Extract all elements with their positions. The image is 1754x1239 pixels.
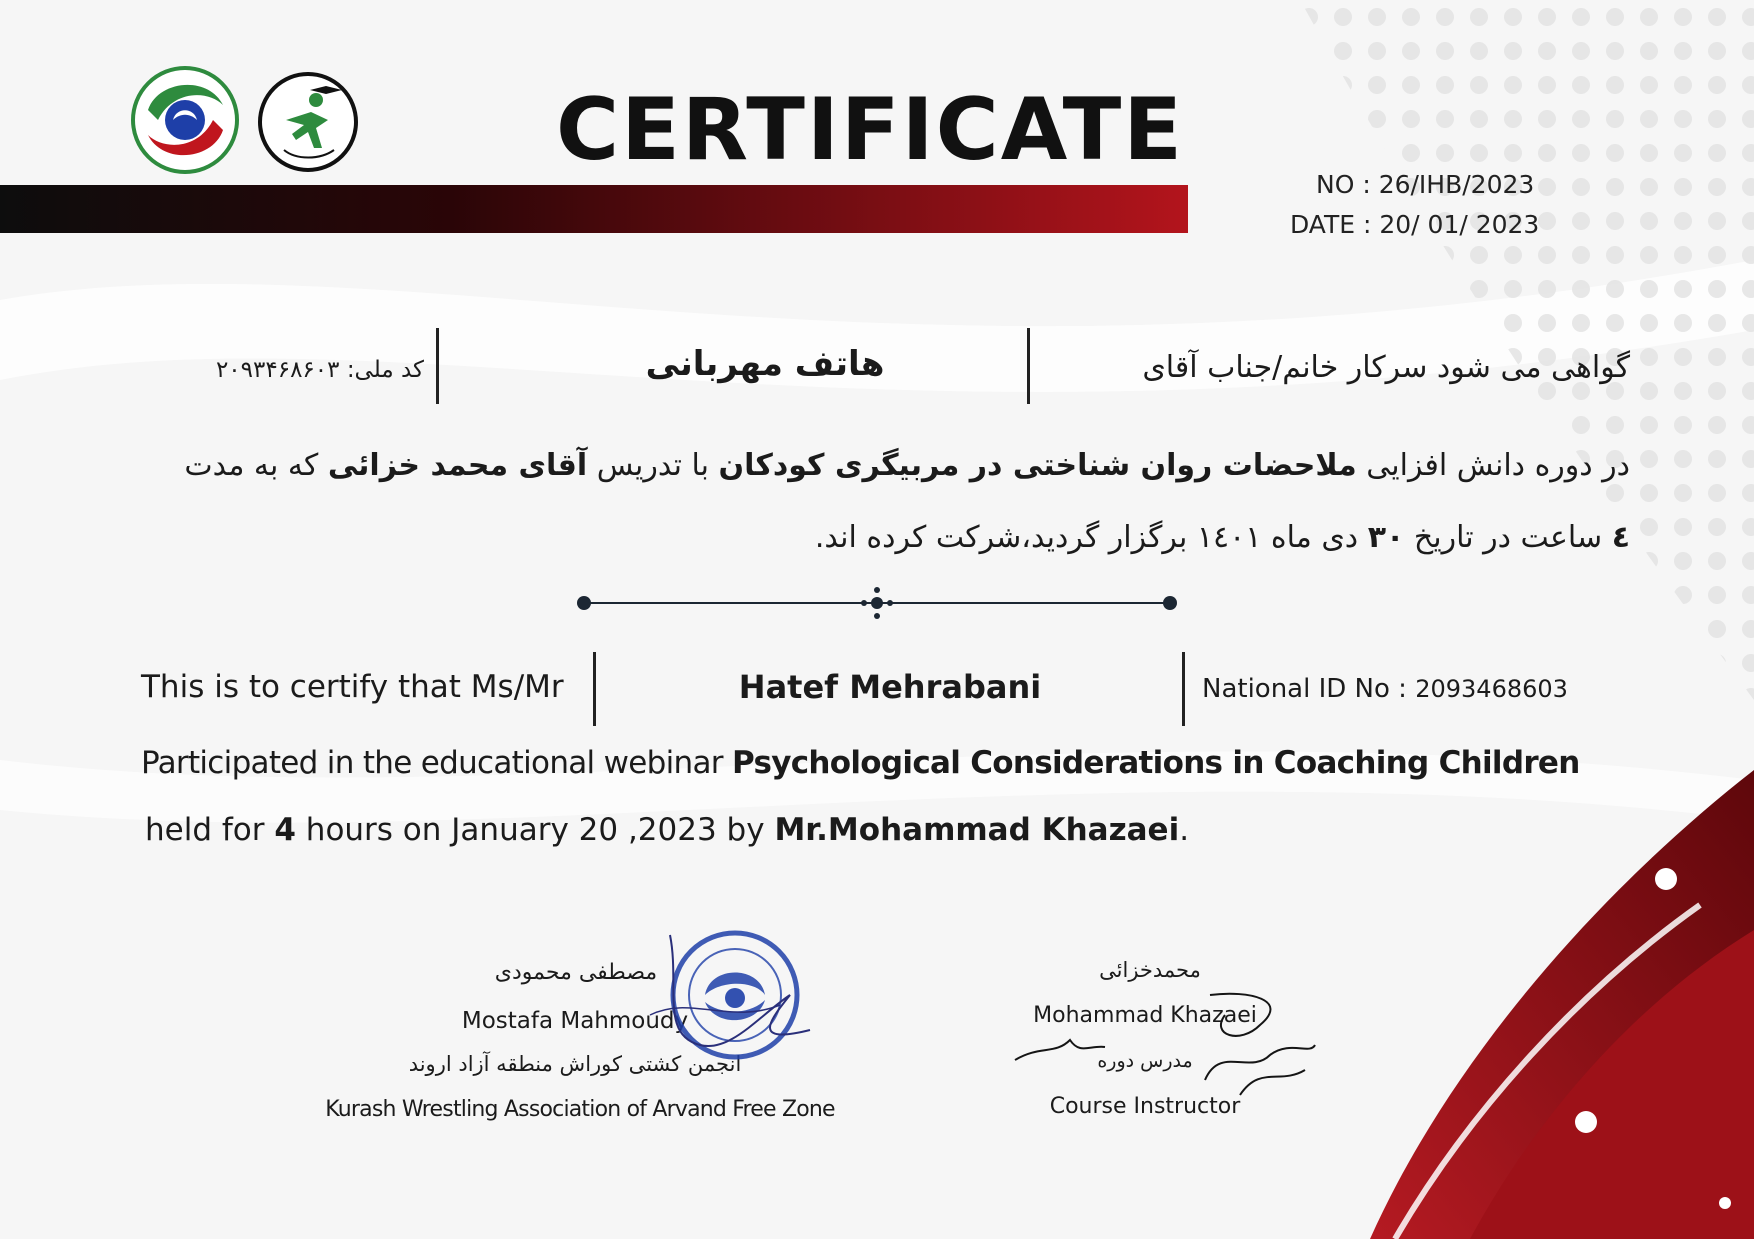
english-course-name: Psychological Considerations in Coaching Children (732, 745, 1580, 781)
text-span: held for (145, 812, 265, 848)
text-span: با تدریس (596, 448, 709, 483)
divider-bar (1182, 652, 1185, 726)
text-span: دی ماه ۱٤۰۱ برگزار گردید،شرکت کرده اند. (814, 520, 1359, 555)
right-signature-scribble (1010, 985, 1330, 1105)
left-signer-name-en: Mostafa Mahmoudy (461, 1008, 689, 1034)
persian-day: ۳۰ (1367, 520, 1405, 555)
persian-national-id (216, 357, 424, 383)
persian-date-line (815, 520, 1630, 555)
text-span: که به مدت (184, 448, 319, 483)
national-id-value: ۲۰۹۳۴۶۸۶۰۳ (215, 357, 340, 383)
text-span: Participated in the educational webinar (141, 745, 723, 781)
english-hours: 4 (274, 812, 296, 848)
persian-teacher-name: آقای محمد خزائی (327, 448, 588, 483)
persian-intro-text: گواهی می شود سرکار خانم/جناب آقای (1142, 350, 1630, 385)
persian-recipient-name: هاتف مهربانی (645, 344, 885, 384)
right-signer-role-fa: مدرس دوره (1097, 1050, 1193, 1072)
right-signer-name-fa: محمدخزائی (1099, 958, 1201, 982)
right-signer-name-en: Mohammad Khazaei (1033, 1003, 1257, 1028)
text-span: در دوره دانش افزایی (1366, 448, 1630, 483)
left-signer-org-fa: انجمن کشتی کوراش منطقه آزاد اروند (408, 1052, 742, 1076)
divider-bar (593, 652, 596, 726)
persian-course-name: ملاحضات روان شناختی در مربیگری کودکان (718, 448, 1357, 483)
english-course-line (141, 745, 1580, 781)
divider-bar (1027, 328, 1030, 404)
english-teacher-name: Mr.Mohammad Khazaei (774, 812, 1180, 848)
certificate-title: CERTIFICATE (555, 80, 1185, 180)
national-id-label: National ID No : (1202, 674, 1407, 704)
english-national-id (1202, 674, 1568, 704)
text-span: ساعت در تاریخ (1413, 520, 1603, 555)
english-recipient-name: Hatef Mehrabani (738, 668, 1042, 706)
left-signer-org-en: Kurash Wrestling Association of Arvand Free Zone (325, 1097, 835, 1122)
text-span: hours on January 20 ,2023 by (305, 812, 765, 848)
persian-course-line (184, 448, 1630, 483)
right-signer-role-en: Course Instructor (1049, 1094, 1241, 1119)
persian-hours: ٤ (1611, 520, 1630, 555)
text-span: . (1179, 812, 1190, 848)
certificate-date: DATE : 20/ 01/ 2023 (1290, 210, 1540, 239)
divider-bar (436, 328, 439, 404)
left-signature-scribble (640, 925, 820, 1075)
english-certify-text: This is to certify that Ms/Mr (141, 669, 564, 705)
national-id-value: 2093468603 (1415, 675, 1568, 703)
left-signer-name-fa: مصطفی محمودی (494, 960, 658, 985)
english-date-line (145, 812, 1189, 848)
national-id-label: کد ملی: (346, 357, 424, 383)
certificate-number: NO : 26/IHB/2023 (1316, 170, 1535, 199)
